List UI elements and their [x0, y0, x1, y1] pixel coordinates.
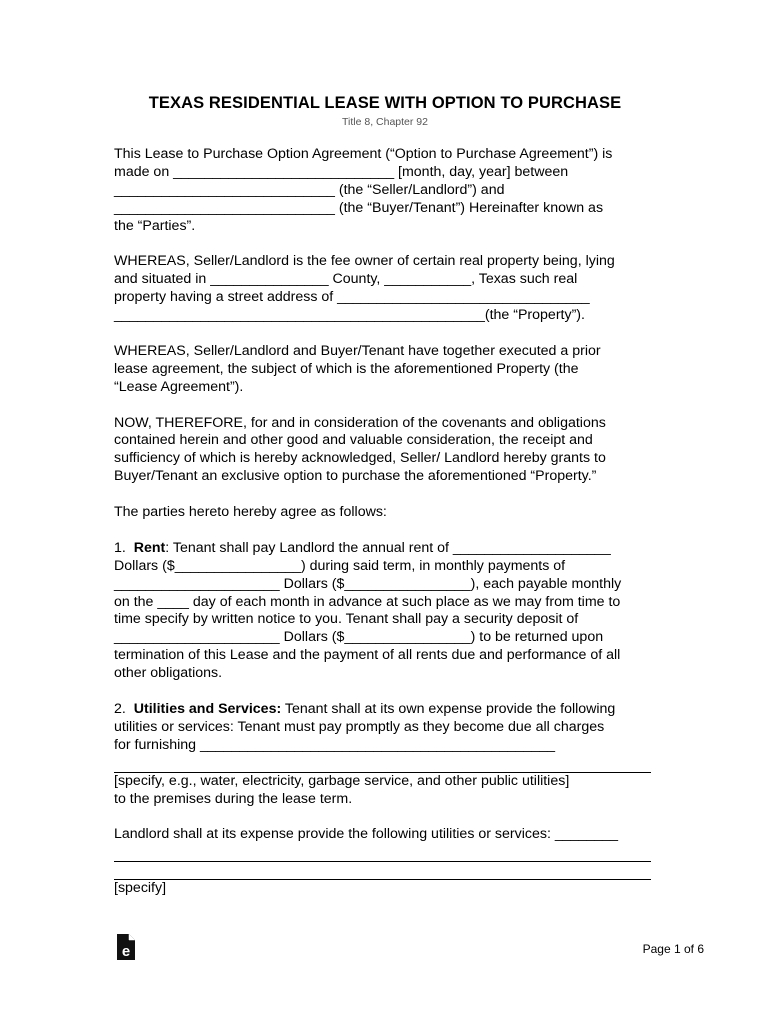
text-line: Landlord shall at its expense provide the following utilities or services: ________ — [114, 826, 618, 843]
text-line: contained herein and other good and valuable consideration, the receipt and — [114, 432, 593, 449]
text-line: and situated in _______________ County, ___________, Texas such real — [114, 271, 578, 288]
section-text: : Tenant shall pay Landlord the annual rent of ____________________ — [165, 539, 611, 556]
page-number: Page 1 of 6 — [642, 942, 704, 956]
text-line: utilities or services: Tenant must pay promptly as they become due all charges — [114, 718, 605, 735]
text-line: the “Parties”. — [114, 217, 196, 234]
section-first-line — [114, 540, 659, 558]
whereas-property-paragraph — [114, 253, 659, 325]
section-text: Tenant shall at its own expense provide the following — [281, 701, 616, 717]
text-line: on the ____ day of each month in advance at such place as we may from time to — [114, 593, 621, 610]
text-line: _____________________ Dollars ($________________), each payable monthly — [114, 575, 622, 592]
landlord-utilities-paragraph — [114, 826, 659, 898]
section-utilities — [114, 701, 659, 808]
text-line: NOW, THEREFORE, for and in consideration of the covenants and obligations — [114, 414, 606, 431]
whereas-lease-paragraph — [114, 343, 659, 397]
text-line: _____________________ Dollars ($________________) to be returned upon — [114, 629, 604, 646]
text-line: This Lease to Purchase Option Agreement (“Option to Purchase Agreement”) is — [114, 146, 613, 162]
text-line: to the premises during the lease term. — [114, 790, 353, 807]
svg-text:e: e — [121, 943, 131, 960]
text-line: termination of this Lease and the payment of all rents due and performance of all — [114, 647, 621, 664]
section-first-line — [114, 701, 659, 719]
text-line: [specify] — [114, 880, 167, 896]
blank-fill-line — [114, 755, 651, 773]
text-line: other obligations. — [114, 665, 223, 682]
blank-fill-line — [114, 862, 651, 880]
text-line: [specify, e.g., water, electricity, garbage service, and other public utilities] — [114, 772, 570, 789]
text-line: ____________________________ (the “Buyer/Tenant”) Hereinafter known as — [114, 199, 604, 216]
section-number: 2. — [114, 701, 126, 717]
now-therefore-paragraph — [114, 415, 659, 487]
document-body — [114, 146, 659, 898]
text-line: WHEREAS, Seller/Landlord is the fee owner of certain real property being, lying — [114, 253, 615, 270]
text-line: made on ____________________________ [month, day, year] between — [114, 163, 569, 180]
text-line: The parties hereto hereby agree as follows: — [114, 504, 387, 521]
text-line: _______________________________________________(the “Property”). — [114, 307, 585, 324]
text-line: sufficiency of which is hereby acknowledged, Seller/ Landlord hereby grants to — [114, 450, 606, 467]
text-line: for furnishing _____________________________________________ — [114, 736, 556, 753]
text-line: Dollars ($________________) during said term, in monthly payments of — [114, 557, 566, 574]
eforms-e-logo-icon — [116, 934, 136, 960]
text-line: ____________________________ (the “Seller/Landlord”) and — [114, 181, 505, 198]
section-number: 1. — [114, 539, 126, 556]
intro-paragraph — [114, 146, 659, 236]
section-heading: Utilities and Services: — [133, 701, 282, 717]
text-line: WHEREAS, Seller/Landlord and Buyer/Tenant have together executed a prior — [114, 342, 601, 359]
section-rent — [114, 540, 659, 683]
section-heading: Rent — [133, 539, 166, 556]
text-line: “Lease Agreement”). — [114, 378, 244, 395]
agreement-intro-paragraph — [114, 504, 659, 522]
text-line: time specify by written notice to you. Tenant shall pay a security deposit of — [114, 611, 579, 628]
blank-fill-line — [114, 844, 651, 862]
text-line: lease agreement, the subject of which is the aforementioned Property (the — [114, 360, 579, 377]
document-title: TEXAS RESIDENTIAL LEASE WITH OPTION TO PURCHASE — [148, 94, 622, 112]
text-line: Buyer/Tenant an exclusive option to purchase the aforementioned “Property.” — [114, 468, 597, 485]
document-subtitle: Title 8, Chapter 92 — [342, 116, 428, 128]
text-line: property having a street address of ________________________________ — [114, 289, 590, 306]
